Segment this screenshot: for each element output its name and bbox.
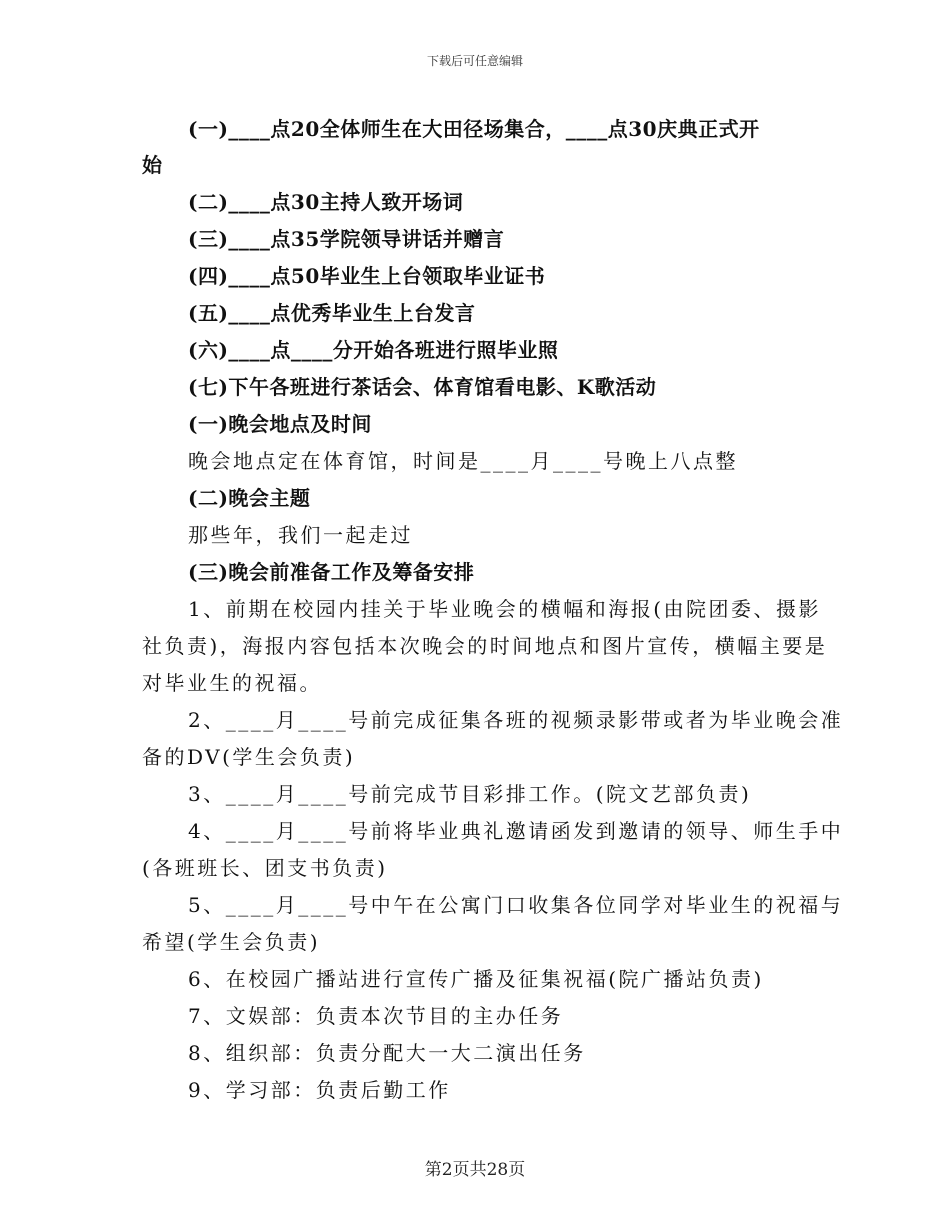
text-line: (五)____点优秀毕业生上台发言	[188, 301, 476, 325]
section-heading: (三)晚会前准备工作及筹备安排	[188, 560, 475, 584]
text-line: (二)____点30主持人致开场词	[188, 190, 464, 214]
text-line: 希望(学生会负责)	[142, 930, 321, 954]
text-line: 始	[142, 153, 163, 177]
section-heading: (二)晚会主题	[188, 486, 311, 510]
text-line: (三)____点35学院领导讲话并赠言	[188, 227, 505, 251]
text-line: 2、____月____号前完成征集各班的视频录影带或者为毕业晚会准	[188, 708, 844, 732]
text-line: 9、学习部：负责后勤工作	[188, 1078, 451, 1102]
text-line: 对毕业生的祝福。	[142, 671, 322, 695]
page-number-footer: 第2页共28页	[424, 1160, 526, 1180]
text-line: (四)____点50毕业生上台领取毕业证书	[188, 264, 546, 288]
text-line: (各班班长、团支书负责)	[142, 856, 388, 880]
text-line: 4、____月____号前将毕业典礼邀请函发到邀请的领导、师生手中	[188, 819, 844, 843]
text-line: 8、组织部：负责分配大一大二演出任务	[188, 1041, 586, 1065]
text-line: 6、在校园广播站进行宣传广播及征集祝福(院广播站负责)	[188, 967, 764, 991]
page-header-note: 下载后可任意编辑	[426, 54, 523, 68]
section-heading: (一)晚会地点及时间	[188, 412, 372, 436]
text-line: (六)____点____分开始各班进行照毕业照	[188, 338, 559, 362]
text-line: 社负责)，海报内容包括本次晚会的时间地点和图片宣传，横幅主要是	[142, 634, 828, 658]
text-line: (一)____点20全体师生在大田径场集合，____点30庆典正式开	[188, 117, 760, 141]
text-line: 那些年，我们一起走过	[188, 523, 413, 547]
text-line: 1、前期在校园内挂关于毕业晚会的横幅和海报(由院团委、摄影	[188, 597, 822, 621]
text-line: 备的DV(学生会负责)	[142, 745, 356, 769]
text-line: 5、____月____号中午在公寓门口收集各位同学对毕业生的祝福与	[188, 893, 844, 917]
text-line: (七)下午各班进行茶话会、体育馆看电影、K歌活动	[188, 375, 657, 399]
text-line: 7、文娱部：负责本次节目的主办任务	[188, 1004, 564, 1028]
text-line: 晚会地点定在体育馆，时间是____月____号晚上八点整	[188, 449, 738, 473]
text-line: 3、____月____号前完成节目彩排工作。(院文艺部负责)	[188, 782, 752, 806]
